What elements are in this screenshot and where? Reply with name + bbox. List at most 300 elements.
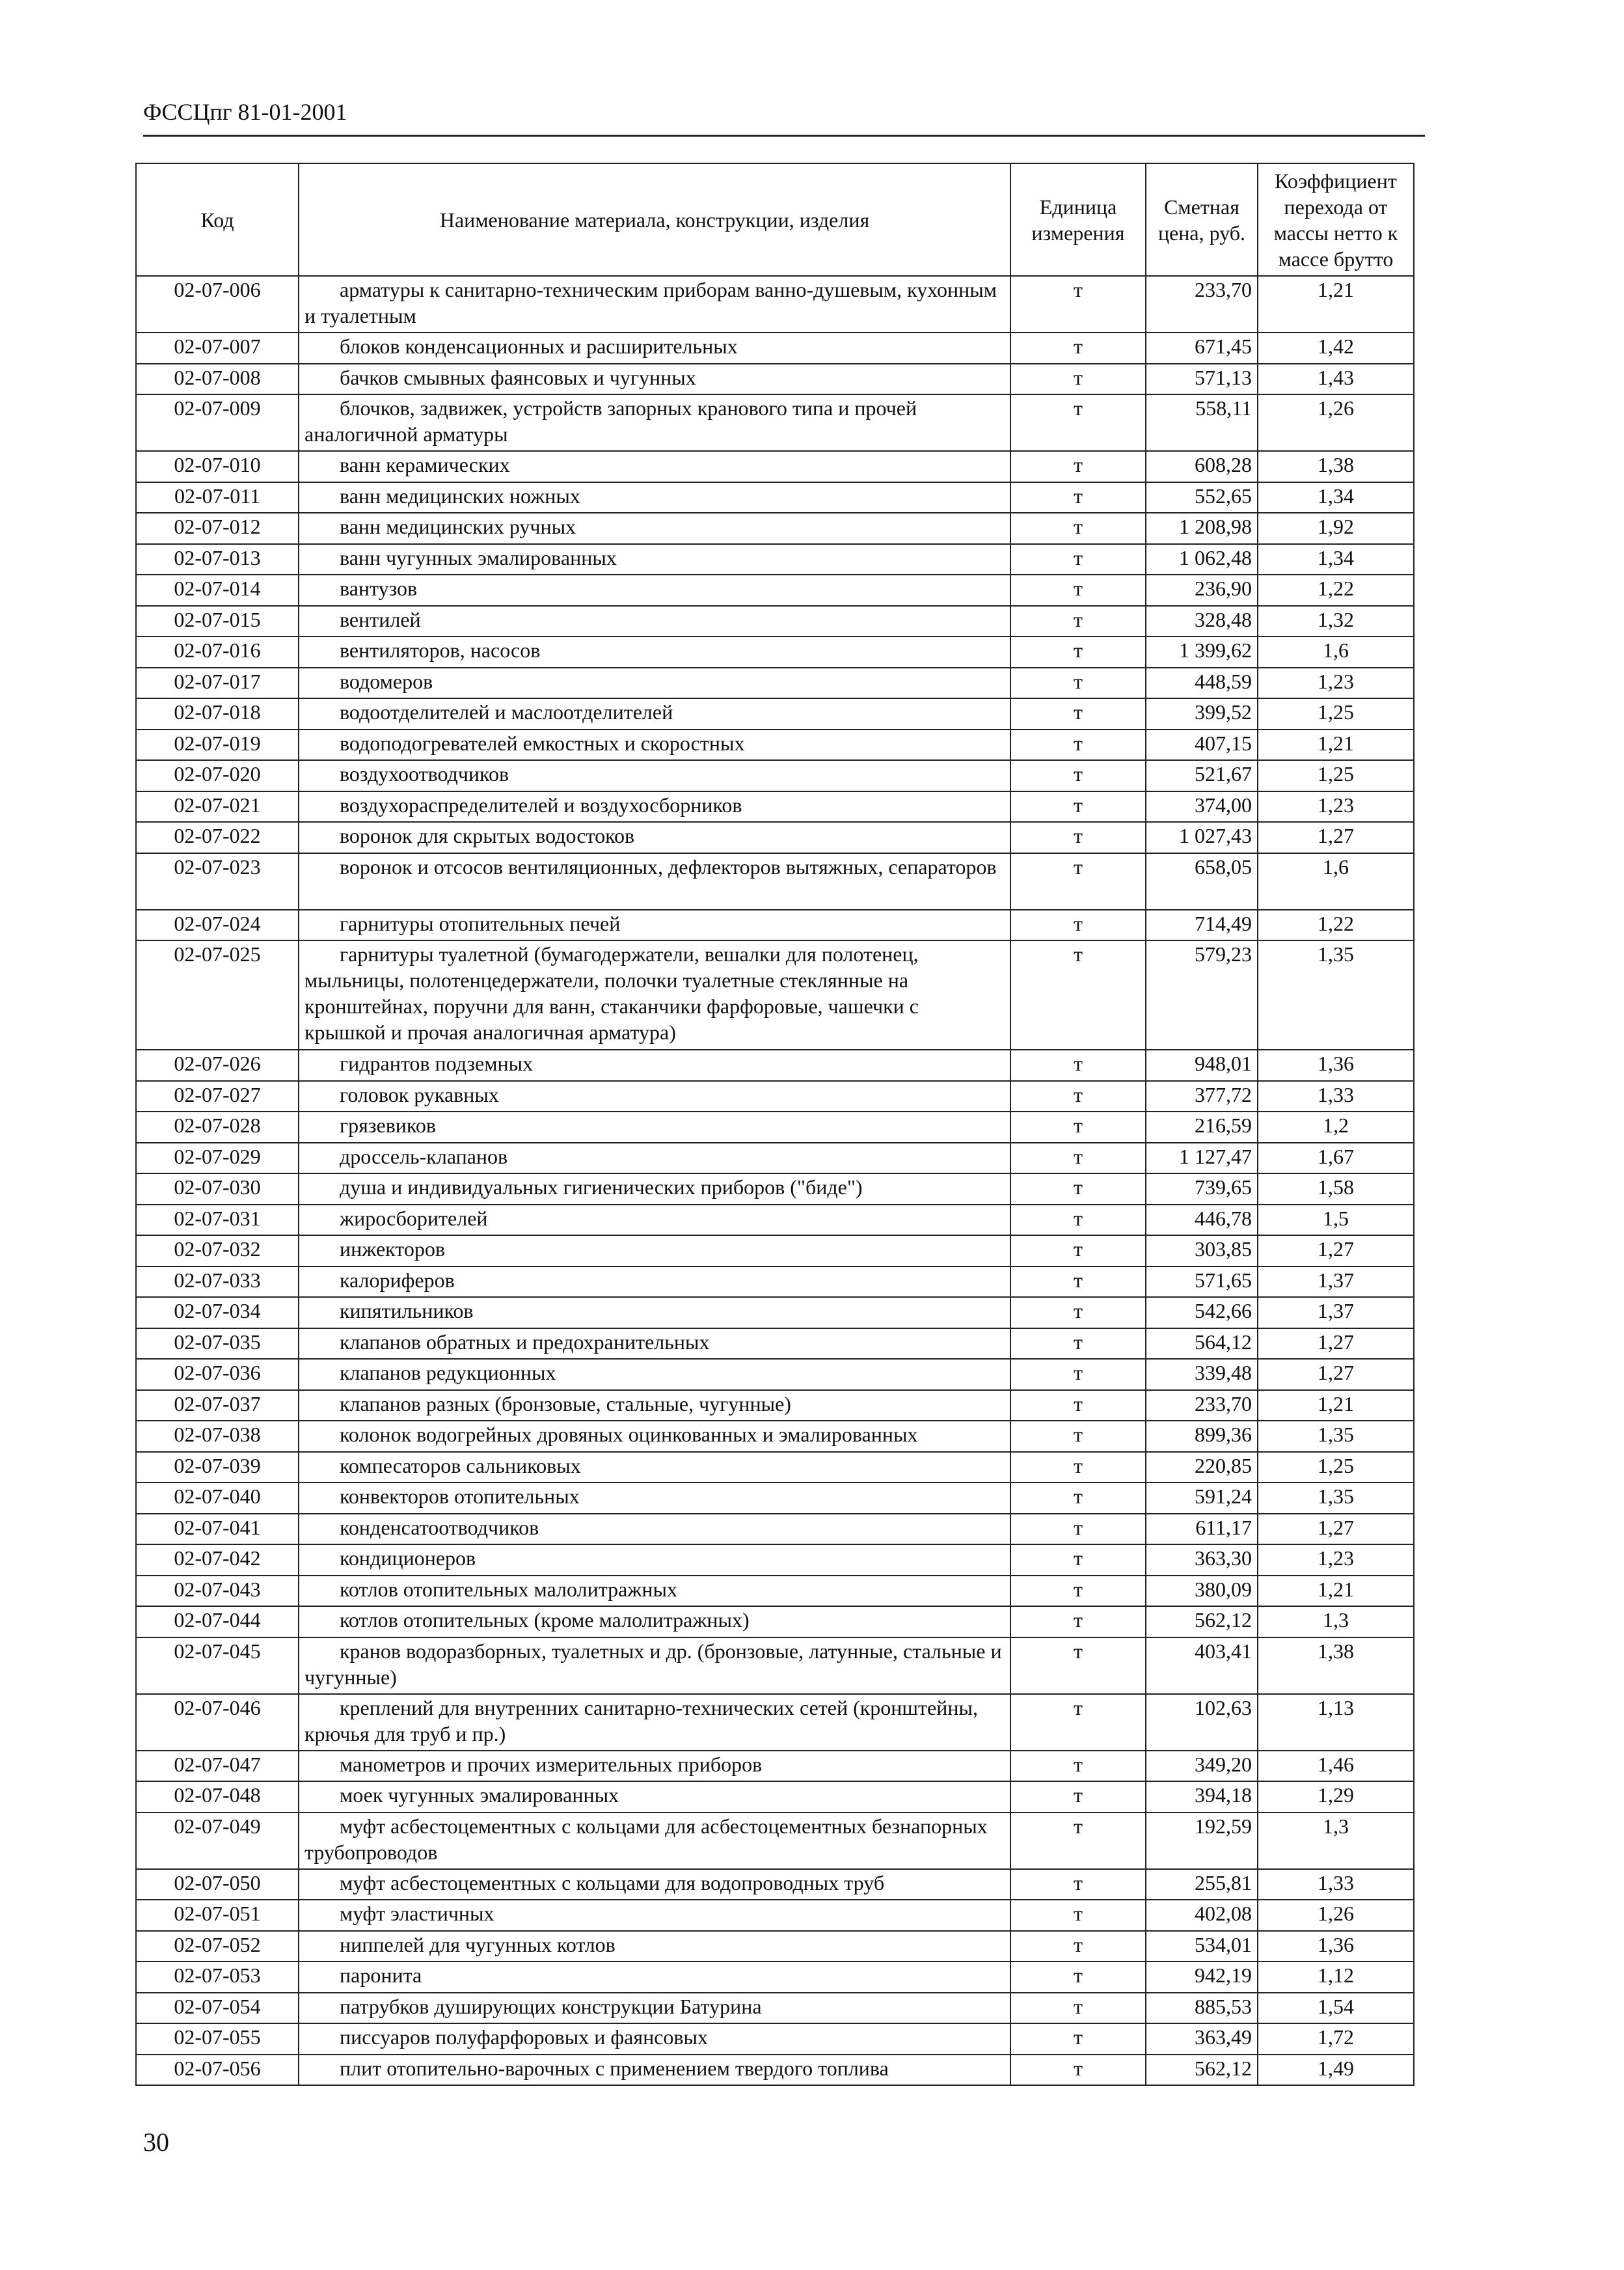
cell-price: 446,78	[1146, 1205, 1258, 1236]
cell-coef: 1,49	[1258, 2055, 1414, 2086]
table-row	[136, 1328, 1414, 1360]
cell-name: компесаторов сальниковых	[299, 1452, 1010, 1483]
cell-name: конвекторов отопительных	[299, 1483, 1010, 1514]
cell-name: водоотделителей и маслоотделителей	[299, 698, 1010, 730]
cell-code: 02-07-019	[136, 730, 299, 761]
cell-name: кондиционеров	[299, 1544, 1010, 1576]
cell-code: 02-07-047	[136, 1751, 299, 1782]
table-row	[136, 1173, 1414, 1205]
cell-coef: 1,25	[1258, 1452, 1414, 1483]
cell-name: плит отопительно-варочных с применением твердого топлива	[299, 2055, 1010, 2086]
table-row	[136, 575, 1414, 606]
cell-coef: 1,25	[1258, 698, 1414, 730]
cell-coef: 1,21	[1258, 730, 1414, 761]
cell-name: котлов отопительных (кроме малолитражных)	[299, 1606, 1010, 1637]
cell-price: 1 399,62	[1146, 636, 1258, 668]
cell-code: 02-07-010	[136, 451, 299, 482]
cell-unit: т	[1010, 513, 1146, 544]
cell-coef: 1,38	[1258, 1637, 1414, 1694]
cell-unit: т	[1010, 544, 1146, 575]
cell-name: блоков конденсационных и расширительных	[299, 333, 1010, 364]
cell-name: дроссель-клапанов	[299, 1143, 1010, 1174]
cell-price: 885,53	[1146, 1993, 1258, 2024]
cell-name: головок рукавных	[299, 1081, 1010, 1112]
cell-code: 02-07-053	[136, 1962, 299, 1993]
cell-unit: т	[1010, 1962, 1146, 1993]
table-row	[136, 791, 1414, 823]
table-row	[136, 1359, 1414, 1390]
cell-unit: т	[1010, 1544, 1146, 1576]
cell-name: вантузов	[299, 575, 1010, 606]
table-row	[136, 1931, 1414, 1962]
cell-price: 380,09	[1146, 1576, 1258, 1607]
cell-price: 948,01	[1146, 1050, 1258, 1081]
cell-name: водоподогревателей емкостных и скоростных	[299, 730, 1010, 761]
cell-price: 1 208,98	[1146, 513, 1258, 544]
cell-name: ванн керамических	[299, 451, 1010, 482]
cell-price: 534,01	[1146, 1931, 1258, 1962]
cell-price: 562,12	[1146, 1606, 1258, 1637]
cell-code: 02-07-050	[136, 1869, 299, 1900]
table-row	[136, 2023, 1414, 2055]
cell-price: 192,59	[1146, 1812, 1258, 1869]
cell-price: 571,13	[1146, 364, 1258, 395]
cell-unit: т	[1010, 853, 1146, 910]
table-row	[136, 1812, 1414, 1869]
cell-name: колонок водогрейных дровяных оцинкованных и эмалированных	[299, 1421, 1010, 1452]
table-row	[136, 1297, 1414, 1328]
cell-code: 02-07-041	[136, 1514, 299, 1545]
cell-name: гидрантов подземных	[299, 1050, 1010, 1081]
table-row	[136, 822, 1414, 853]
cell-name: паронита	[299, 1962, 1010, 1993]
table-row	[136, 1637, 1414, 1694]
cell-coef: 1,46	[1258, 1751, 1414, 1782]
cell-unit: т	[1010, 451, 1146, 482]
cell-coef: 1,43	[1258, 364, 1414, 395]
cell-code: 02-07-037	[136, 1390, 299, 1421]
cell-unit: т	[1010, 791, 1146, 823]
cell-code: 02-07-021	[136, 791, 299, 823]
cell-name: клапанов редукционных	[299, 1359, 1010, 1390]
cell-name: муфт асбестоцементных с кольцами для асбестоцементных безнапорных трубопроводов	[299, 1812, 1010, 1869]
cell-coef: 1,26	[1258, 1900, 1414, 1931]
cell-price: 552,65	[1146, 482, 1258, 513]
cell-coef: 1,33	[1258, 1081, 1414, 1112]
cell-unit: т	[1010, 1390, 1146, 1421]
cell-coef: 1,27	[1258, 1359, 1414, 1390]
cell-name: ванн чугунных эмалированных	[299, 544, 1010, 575]
table-row	[136, 333, 1414, 364]
cell-coef: 1,27	[1258, 822, 1414, 853]
cell-unit: т	[1010, 1173, 1146, 1205]
cell-name: гарнитуры отопительных печей	[299, 910, 1010, 941]
cell-coef: 1,54	[1258, 1993, 1414, 2024]
document-header: ФССЦпг 81-01-2001	[143, 99, 347, 125]
table-row	[136, 1751, 1414, 1782]
cell-price: 564,12	[1146, 1328, 1258, 1360]
header-coef: Коэффициент перехода от массы нетто к массе брутто	[1258, 163, 1414, 276]
cell-coef: 1,21	[1258, 276, 1414, 333]
cell-price: 562,12	[1146, 2055, 1258, 2086]
cell-price: 394,18	[1146, 1781, 1258, 1812]
cell-code: 02-07-048	[136, 1781, 299, 1812]
cell-coef: 1,36	[1258, 1050, 1414, 1081]
cell-code: 02-07-042	[136, 1544, 299, 1576]
table-row	[136, 1452, 1414, 1483]
cell-unit: т	[1010, 1235, 1146, 1266]
cell-coef: 1,36	[1258, 1931, 1414, 1962]
cell-unit: т	[1010, 1812, 1146, 1869]
cell-unit: т	[1010, 1900, 1146, 1931]
cell-price: 1 062,48	[1146, 544, 1258, 575]
table-row	[136, 1576, 1414, 1607]
cell-unit: т	[1010, 1751, 1146, 1782]
cell-price: 339,48	[1146, 1359, 1258, 1390]
cell-code: 02-07-043	[136, 1576, 299, 1607]
cell-name: кипятильников	[299, 1297, 1010, 1328]
cell-name: воздухораспределителей и воздухосборников	[299, 791, 1010, 823]
cell-code: 02-07-028	[136, 1112, 299, 1143]
cell-price: 233,70	[1146, 1390, 1258, 1421]
cell-code: 02-07-020	[136, 760, 299, 791]
cell-unit: т	[1010, 1869, 1146, 1900]
cell-price: 542,66	[1146, 1297, 1258, 1328]
cell-price: 328,48	[1146, 606, 1258, 637]
table-row	[136, 1483, 1414, 1514]
cell-name: воронок для скрытых водостоков	[299, 822, 1010, 853]
cell-price: 899,36	[1146, 1421, 1258, 1452]
cell-code: 02-07-045	[136, 1637, 299, 1694]
cell-coef: 1,32	[1258, 606, 1414, 637]
cell-price: 403,41	[1146, 1637, 1258, 1694]
cell-unit: т	[1010, 760, 1146, 791]
header-name: Наименование материала, конструкции, изделия	[299, 163, 1010, 276]
cell-code: 02-07-055	[136, 2023, 299, 2055]
table-row	[136, 1993, 1414, 2024]
cell-code: 02-07-009	[136, 394, 299, 451]
page-number: 30	[143, 2127, 169, 2157]
cell-name: конденсатоотводчиков	[299, 1514, 1010, 1545]
cell-coef: 1,23	[1258, 1544, 1414, 1576]
cell-unit: т	[1010, 482, 1146, 513]
cell-name: водомеров	[299, 668, 1010, 699]
table-row	[136, 1514, 1414, 1545]
cell-code: 02-07-024	[136, 910, 299, 941]
table-header-row	[136, 163, 1414, 276]
cell-name: инжекторов	[299, 1235, 1010, 1266]
cell-code: 02-07-015	[136, 606, 299, 637]
cell-coef: 1,22	[1258, 575, 1414, 606]
cell-name: грязевиков	[299, 1112, 1010, 1143]
cell-price: 671,45	[1146, 333, 1258, 364]
cell-unit: т	[1010, 1694, 1146, 1751]
cell-code: 02-07-026	[136, 1050, 299, 1081]
cell-unit: т	[1010, 1081, 1146, 1112]
cell-unit: т	[1010, 606, 1146, 637]
cell-coef: 1,29	[1258, 1781, 1414, 1812]
cell-code: 02-07-044	[136, 1606, 299, 1637]
cell-name: котлов отопительных малолитражных	[299, 1576, 1010, 1607]
cell-name: ванн медицинских ручных	[299, 513, 1010, 544]
cell-code: 02-07-018	[136, 698, 299, 730]
cell-price: 377,72	[1146, 1081, 1258, 1112]
cell-price: 236,90	[1146, 575, 1258, 606]
cell-unit: т	[1010, 730, 1146, 761]
cell-price: 233,70	[1146, 276, 1258, 333]
cell-code: 02-07-054	[136, 1993, 299, 2024]
cell-coef: 1,35	[1258, 1483, 1414, 1514]
cell-code: 02-07-034	[136, 1297, 299, 1328]
cell-name: вентиляторов, насосов	[299, 636, 1010, 668]
cell-code: 02-07-035	[136, 1328, 299, 1360]
cell-code: 02-07-032	[136, 1235, 299, 1266]
table-row	[136, 1266, 1414, 1298]
cell-unit: т	[1010, 910, 1146, 941]
table-row	[136, 544, 1414, 575]
cell-coef: 1,21	[1258, 1390, 1414, 1421]
cell-unit: т	[1010, 1637, 1146, 1694]
header-price: Сметная цена, руб.	[1146, 163, 1258, 276]
cell-coef: 1,92	[1258, 513, 1414, 544]
cell-price: 407,15	[1146, 730, 1258, 761]
cell-code: 02-07-017	[136, 668, 299, 699]
cell-price: 448,59	[1146, 668, 1258, 699]
cell-unit: т	[1010, 1576, 1146, 1607]
cell-unit: т	[1010, 1359, 1146, 1390]
cell-price: 942,19	[1146, 1962, 1258, 1993]
cell-unit: т	[1010, 1050, 1146, 1081]
cell-name: ниппелей для чугунных котлов	[299, 1931, 1010, 1962]
cell-coef: 1,37	[1258, 1266, 1414, 1298]
cell-coef: 1,35	[1258, 940, 1414, 1050]
cell-price: 608,28	[1146, 451, 1258, 482]
cell-price: 591,24	[1146, 1483, 1258, 1514]
cell-unit: т	[1010, 276, 1146, 333]
cell-name: муфт асбестоцементных с кольцами для водопроводных труб	[299, 1869, 1010, 1900]
cell-price: 521,67	[1146, 760, 1258, 791]
cell-unit: т	[1010, 1931, 1146, 1962]
cell-code: 02-07-036	[136, 1359, 299, 1390]
cell-name: клапанов обратных и предохранительных	[299, 1328, 1010, 1360]
cell-coef: 1,21	[1258, 1576, 1414, 1607]
cell-code: 02-07-038	[136, 1421, 299, 1452]
cell-code: 02-07-056	[136, 2055, 299, 2086]
cell-name: моек чугунных эмалированных	[299, 1781, 1010, 1812]
cell-coef: 1,72	[1258, 2023, 1414, 2055]
cell-name: креплений для внутренних санитарно-технических сетей (кронштейны, крючья для труб и пр.)	[299, 1694, 1010, 1751]
cell-unit: т	[1010, 1143, 1146, 1174]
cell-price: 611,17	[1146, 1514, 1258, 1545]
cell-unit: т	[1010, 1452, 1146, 1483]
cell-price: 363,49	[1146, 2023, 1258, 2055]
cell-price: 739,65	[1146, 1173, 1258, 1205]
cell-name: ванн медицинских ножных	[299, 482, 1010, 513]
cell-name: арматуры к санитарно-техническим приборам ванно-душевым, кухонным и туалетным	[299, 276, 1010, 333]
cell-name: жиросборителей	[299, 1205, 1010, 1236]
cell-coef: 1,58	[1258, 1173, 1414, 1205]
table-row	[136, 1205, 1414, 1236]
cell-price: 714,49	[1146, 910, 1258, 941]
cell-price: 658,05	[1146, 853, 1258, 910]
cell-coef: 1,27	[1258, 1328, 1414, 1360]
cell-coef: 1,38	[1258, 451, 1414, 482]
cell-code: 02-07-025	[136, 940, 299, 1050]
cell-code: 02-07-014	[136, 575, 299, 606]
cell-price: 1 027,43	[1146, 822, 1258, 853]
cell-name: муфт эластичных	[299, 1900, 1010, 1931]
cell-unit: т	[1010, 1993, 1146, 2024]
cell-code: 02-07-022	[136, 822, 299, 853]
table-row	[136, 668, 1414, 699]
cell-name: воздухоотводчиков	[299, 760, 1010, 791]
table-row	[136, 364, 1414, 395]
cell-code: 02-07-051	[136, 1900, 299, 1931]
cell-coef: 1,27	[1258, 1514, 1414, 1545]
cell-price: 1 127,47	[1146, 1143, 1258, 1174]
table-row	[136, 513, 1414, 544]
table-row	[136, 394, 1414, 451]
table-row	[136, 1781, 1414, 1812]
cell-name: кранов водоразборных, туалетных и др. (бронзовые, латунные, стальные и чугунные)	[299, 1637, 1010, 1694]
cell-unit: т	[1010, 2055, 1146, 2086]
table-row	[136, 1050, 1414, 1081]
cell-unit: т	[1010, 2023, 1146, 2055]
cell-coef: 1,6	[1258, 853, 1414, 910]
cell-price: 220,85	[1146, 1452, 1258, 1483]
cell-code: 02-07-011	[136, 482, 299, 513]
cell-code: 02-07-033	[136, 1266, 299, 1298]
table-row	[136, 1869, 1414, 1900]
cell-coef: 1,2	[1258, 1112, 1414, 1143]
table-row	[136, 940, 1414, 1050]
cell-unit: т	[1010, 1421, 1146, 1452]
cell-coef: 1,37	[1258, 1297, 1414, 1328]
cell-unit: т	[1010, 1483, 1146, 1514]
cell-price: 571,65	[1146, 1266, 1258, 1298]
cell-code: 02-07-049	[136, 1812, 299, 1869]
cell-coef: 1,27	[1258, 1235, 1414, 1266]
table-row	[136, 276, 1414, 333]
table-row	[136, 1421, 1414, 1452]
cell-price: 255,81	[1146, 1869, 1258, 1900]
header-code: Код	[136, 163, 299, 276]
cell-coef: 1,22	[1258, 910, 1414, 941]
cell-code: 02-07-046	[136, 1694, 299, 1751]
cell-code: 02-07-030	[136, 1173, 299, 1205]
cell-price: 363,30	[1146, 1544, 1258, 1576]
materials-table	[135, 163, 1414, 2086]
cell-code: 02-07-040	[136, 1483, 299, 1514]
cell-coef: 1,42	[1258, 333, 1414, 364]
cell-name: воронок и отсосов вентиляционных, дефлекторов вытяжных, сепараторов	[299, 853, 1010, 910]
table-row	[136, 1606, 1414, 1637]
cell-name: гарнитуры туалетной (бумагодержатели, вешалки для полотенец, мыльницы, полотенцедержатели, полочки туалетные стеклянные на кронштейнах, поручни для ванн, стаканчики фарфоровые, чашечки с крышкой и прочая аналогичная арматура)	[299, 940, 1010, 1050]
cell-code: 02-07-027	[136, 1081, 299, 1112]
cell-name: калориферов	[299, 1266, 1010, 1298]
cell-price: 216,59	[1146, 1112, 1258, 1143]
cell-coef: 1,13	[1258, 1694, 1414, 1751]
table-row	[136, 451, 1414, 482]
cell-code: 02-07-031	[136, 1205, 299, 1236]
cell-price: 349,20	[1146, 1751, 1258, 1782]
cell-unit: т	[1010, 668, 1146, 699]
cell-coef: 1,6	[1258, 636, 1414, 668]
cell-coef: 1,34	[1258, 544, 1414, 575]
table-row	[136, 1900, 1414, 1931]
cell-coef: 1,23	[1258, 668, 1414, 699]
cell-price: 579,23	[1146, 940, 1258, 1050]
cell-coef: 1,34	[1258, 482, 1414, 513]
table-body	[136, 276, 1414, 2085]
table-row	[136, 1112, 1414, 1143]
table-row	[136, 1143, 1414, 1174]
cell-code: 02-07-023	[136, 853, 299, 910]
table-row	[136, 698, 1414, 730]
cell-coef: 1,67	[1258, 1143, 1414, 1174]
cell-name: писсуаров полуфарфоровых и фаянсовых	[299, 2023, 1010, 2055]
cell-name: вентилей	[299, 606, 1010, 637]
table-row	[136, 1694, 1414, 1751]
cell-name: душа и индивидуальных гигиенических приборов ("биде")	[299, 1173, 1010, 1205]
table-row	[136, 2055, 1414, 2086]
cell-unit: т	[1010, 1328, 1146, 1360]
cell-coef: 1,26	[1258, 394, 1414, 451]
cell-code: 02-07-006	[136, 276, 299, 333]
table-row	[136, 853, 1414, 910]
cell-code: 02-07-016	[136, 636, 299, 668]
table-row	[136, 1235, 1414, 1266]
cell-coef: 1,3	[1258, 1606, 1414, 1637]
cell-price: 399,52	[1146, 698, 1258, 730]
table-row	[136, 636, 1414, 668]
header-rule	[143, 135, 1425, 137]
cell-price: 102,63	[1146, 1694, 1258, 1751]
cell-unit: т	[1010, 1205, 1146, 1236]
cell-unit: т	[1010, 364, 1146, 395]
table-row	[136, 730, 1414, 761]
cell-price: 558,11	[1146, 394, 1258, 451]
cell-coef: 1,3	[1258, 1812, 1414, 1869]
cell-name: патрубков душирующих конструкции Батурина	[299, 1993, 1010, 2024]
table-row	[136, 1544, 1414, 1576]
cell-unit: т	[1010, 822, 1146, 853]
cell-coef: 1,12	[1258, 1962, 1414, 1993]
cell-name: бачков смывных фаянсовых и чугунных	[299, 364, 1010, 395]
cell-unit: т	[1010, 333, 1146, 364]
cell-unit: т	[1010, 394, 1146, 451]
cell-price: 374,00	[1146, 791, 1258, 823]
cell-code: 02-07-008	[136, 364, 299, 395]
cell-unit: т	[1010, 575, 1146, 606]
cell-code: 02-07-007	[136, 333, 299, 364]
cell-unit: т	[1010, 1112, 1146, 1143]
cell-unit: т	[1010, 1266, 1146, 1298]
cell-code: 02-07-052	[136, 1931, 299, 1962]
table-row	[136, 1390, 1414, 1421]
cell-coef: 1,23	[1258, 791, 1414, 823]
table-row	[136, 482, 1414, 513]
cell-coef: 1,5	[1258, 1205, 1414, 1236]
cell-code: 02-07-012	[136, 513, 299, 544]
cell-name: клапанов разных (бронзовые, стальные, чугунные)	[299, 1390, 1010, 1421]
cell-coef: 1,33	[1258, 1869, 1414, 1900]
cell-name: манометров и прочих измерительных приборов	[299, 1751, 1010, 1782]
table-row	[136, 910, 1414, 941]
table-row	[136, 1081, 1414, 1112]
cell-name: блочков, задвижек, устройств запорных кранового типа и прочей аналогичной арматуры	[299, 394, 1010, 451]
cell-unit: т	[1010, 1297, 1146, 1328]
